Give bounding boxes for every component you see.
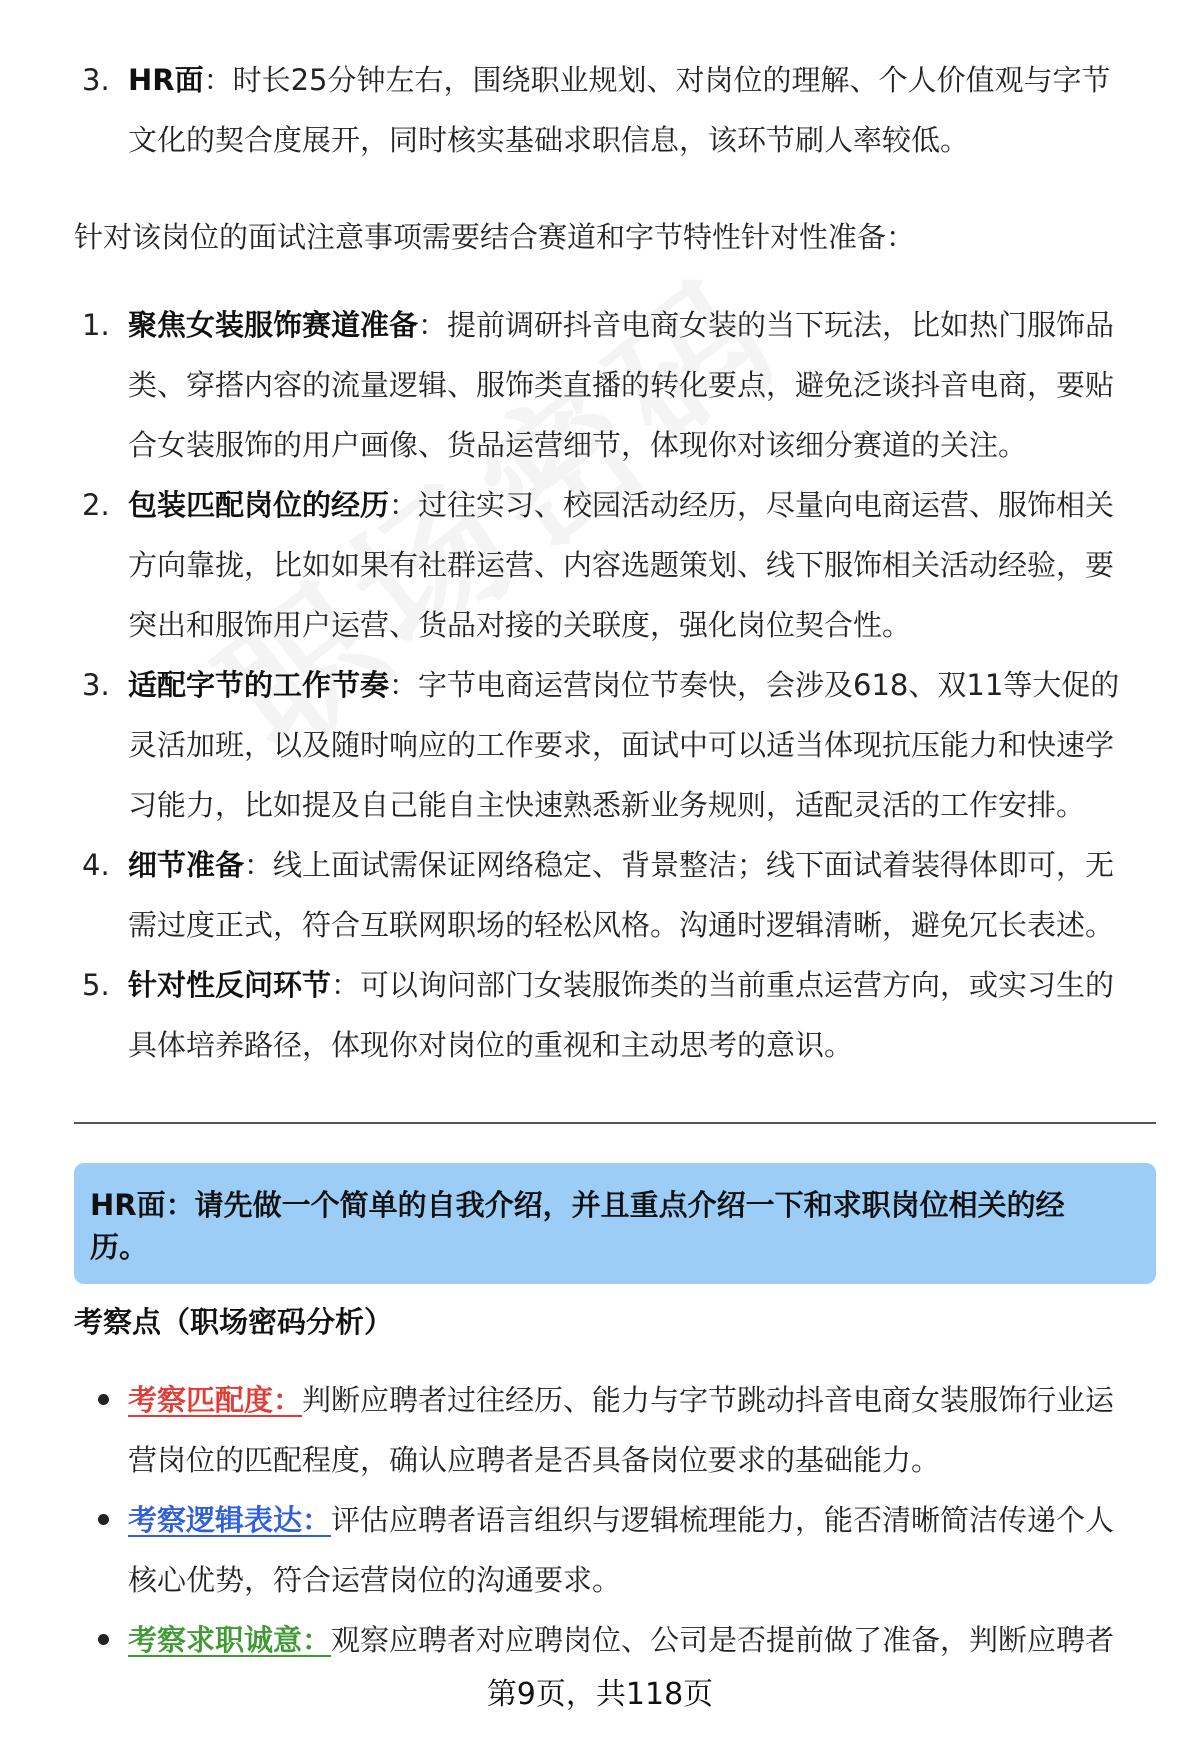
assessment-text: 观察应聘者对应聘岗位、公司是否提前做了准备，判断应聘者	[331, 1623, 1115, 1657]
assessment-label: 考察求职诚意：	[128, 1623, 332, 1657]
list-keyword: 聚焦女装服饰赛道准备	[128, 308, 419, 342]
bullet-icon	[98, 1394, 109, 1405]
page-footer: 第9页，共118页	[486, 1677, 714, 1712]
list-number: 4.	[82, 848, 110, 882]
list-number: 5.	[82, 968, 110, 1002]
list-keyword: 适配字节的工作节奏	[128, 668, 390, 702]
list-item	[0, 1370, 1138, 1490]
section-divider	[74, 1122, 1156, 1124]
assessment-list	[0, 1370, 1138, 1670]
list-item	[0, 1490, 1138, 1610]
list-item-hr-round	[0, 50, 1138, 170]
list-text: ：字节电商运营岗位节奏快，会涉及618、双11等大促的灵活加班，以及随时响应的工作要求，面试中可以适当体现抗压能力和快速学习能力，比如提及自己能自主快速熟悉新业务规则，适配灵活的工作安排。	[128, 668, 1120, 822]
bullet-icon	[98, 1634, 109, 1645]
list-keyword: 细节准备	[128, 848, 245, 882]
assessment-label: 考察匹配度：	[128, 1383, 303, 1417]
assessment-text: 评估应聘者语言组织与逻辑梳理能力，能否清晰简洁传递个人核心优势，符合运营岗位的沟通要求。	[128, 1503, 1115, 1597]
list-item	[0, 475, 1138, 655]
list-text: ：可以询问部门女装服饰类的当前重点运营方向，或实习生的具体培养路径，体现你对岗位的重视和主动思考的意识。	[128, 968, 1115, 1062]
list-item	[0, 955, 1138, 1075]
interview-rounds-list	[0, 50, 1138, 170]
assessment-label: 考察逻辑表达：	[128, 1503, 332, 1537]
list-keyword: 针对性反问环节	[128, 968, 332, 1002]
list-item	[0, 295, 1138, 475]
list-text: ：提前调研抖音电商女装的当下玩法，比如热门服饰品类、穿搭内容的流量逻辑、服饰类直播的转化要点，避免泛谈抖音电商，要贴合女装服饰的用户画像、货品运营细节，体现你对该细分赛道的关注。	[128, 308, 1115, 462]
list-keyword: 包装匹配岗位的经历	[128, 488, 390, 522]
bullet-icon	[98, 1514, 109, 1525]
list-item	[0, 1610, 1138, 1670]
assessment-heading: 考察点（职场密码分析）	[74, 1305, 394, 1339]
list-text: ：线上面试需保证网络稳定、背景整洁；线下面试着装得体即可，无需过度正式，符合互联网职场的轻松风格。沟通时逻辑清晰，避免冗长表述。	[128, 848, 1115, 942]
list-text: ：时长25分钟左右，围绕职业规划、对岗位的理解、个人价值观与字节文化的契合度展开，同时核实基础求职信息，该环节刷人率较低。	[128, 63, 1111, 157]
list-number: 3.	[82, 668, 110, 702]
tips-intro: 针对该岗位的面试注意事项需要结合赛道和字节特性针对性准备：	[74, 220, 916, 254]
list-number: 1.	[82, 308, 110, 342]
list-text: ：过往实习、校园活动经历，尽量向电商运营、服饰相关方向靠拢，比如如果有社群运营、内容选题策划、线下服饰相关活动经验，要突出和服饰用户运营、货品对接的关联度，强化岗位契合性。	[128, 488, 1115, 642]
list-item	[0, 655, 1138, 835]
list-item	[0, 835, 1138, 955]
list-number: 3.	[82, 63, 110, 97]
interview-tips-list	[0, 295, 1138, 1075]
list-keyword: HR面	[128, 63, 204, 97]
question-box: HR面：请先做一个简单的自我介绍，并且重点介绍一下和求职岗位相关的经历。	[74, 1163, 1156, 1284]
assessment-text: 判断应聘者过往经历、能力与字节跳动抖音电商女装服饰行业运营岗位的匹配程度，确认应聘者是否具备岗位要求的基础能力。	[128, 1383, 1115, 1477]
list-number: 2.	[82, 488, 110, 522]
